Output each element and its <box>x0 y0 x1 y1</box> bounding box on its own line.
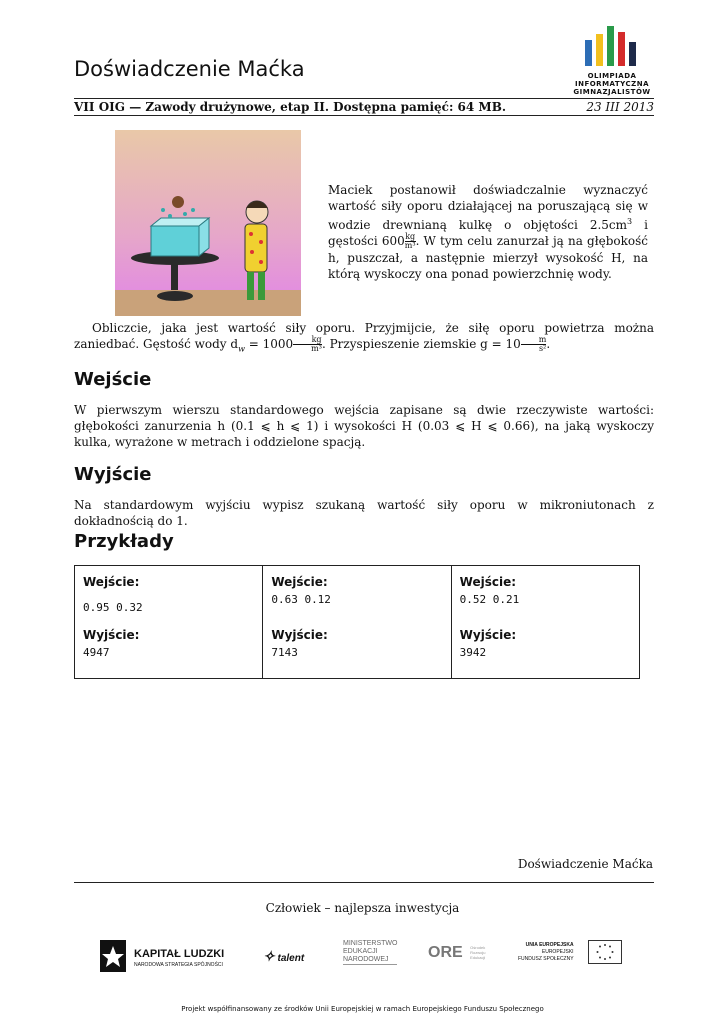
talent-logo: ✧ talent <box>263 948 305 964</box>
unit-fraction: $\frac{kg}{\text{m³}}$ <box>404 232 416 250</box>
intro-text: Maciek postanowił doświadczalnie wyznaczyć wartość siły oporu działającej na poruszającą się w wodzie drewnianą kulkę o objętości 2.5cm <box>328 183 648 232</box>
footer-slogan: Człowiek – najlepsza inwestycja <box>265 901 460 915</box>
page-title: Doświadczenie Maćka <box>74 57 305 81</box>
sponsor-logos: KAPITAŁ LUDZKI NARODOWA STRATEGIA SPÓJNOŚCI ✧ talent MINISTERSTWO EDUKACJI NARODOWEJ ORE Ośrodek Rozwoju Edukacji UNIA EUROPEJSKA EUROPEJSKI FUNDUSZ SPOŁECZNY <box>88 930 648 985</box>
contest-date: 23 III 2013 <box>586 100 654 114</box>
example-cell: Wejście: 0.52 0.21 Wyjście: 3942 <box>451 566 639 679</box>
logo-line: INFORMATYCZNA <box>574 80 649 88</box>
footer-rule <box>74 882 654 883</box>
illustration <box>115 130 301 316</box>
star-figure-icon <box>98 938 128 974</box>
example-output: 4947 <box>83 646 110 659</box>
example-input: 0.63 0.12 <box>271 593 331 606</box>
exponent: 3 <box>627 217 633 226</box>
intro-text: . W tym celu zanurzał ją na głębokość h, puszczał, a następnie mierzył wysokość H, na którą wyskoczy ona ponad powierzchnię wody. <box>328 234 648 281</box>
example-input: 0.95 0.32 <box>83 601 143 614</box>
ore-logo: ORE Ośrodek Rozwoju Edukacji <box>428 944 486 961</box>
example-input: 0.52 0.21 <box>459 593 520 606</box>
examples-heading: Przykłady <box>74 531 174 552</box>
logo-line: GIMNAZJALISTÓW <box>573 88 651 96</box>
eu-flag-icon <box>588 940 622 964</box>
output-heading: Wyjście <box>74 464 152 485</box>
example-output: 3942 <box>459 646 487 659</box>
eu-logo: UNIA EUROPEJSKA EUROPEJSKI FUNDUSZ SPOŁECZNY <box>518 942 574 962</box>
intro-text: i gęstości 600 <box>328 218 648 248</box>
logo-bars-icon <box>572 24 652 68</box>
logo-line: OLIMPIADA <box>587 72 637 80</box>
men-logo: MINISTERSTWO EDUKACJI NARODOWEJ <box>343 940 398 963</box>
funding-note: Projekt współfinansowany ze środków Unii Europejskiej w ramach Europejskiego Funduszu Społecznego <box>181 1005 544 1013</box>
talent-swirl-icon: ✧ <box>263 948 275 964</box>
input-heading: Wejście <box>74 369 152 390</box>
header-rule-bottom <box>74 115 654 116</box>
task-paragraph: Obliczcie, jaka jest wartość siły oporu. Przyjmijcie, że siłę oporu powietrza można zaniedbać. Gęstość wody $d_w = 1000$ $\frac{kg}{\text{m³}}$ . Przyspieszenie ziemskie g = 10 $\frac{m}{\text{s²}}$ . <box>74 321 654 354</box>
header-rule-top <box>74 98 654 99</box>
example-cell: Wejście: 0.63 0.12 Wyjście: 7143 <box>263 566 451 679</box>
example-cell: Wejście: 0.95 0.32 Wyjście: 4947 <box>75 566 263 679</box>
output-text: Na standardowym wyjściu wypisz szukaną wartość siły oporu w mikroniutonach z dokładnością do 1. <box>74 498 654 528</box>
contest-info: VII OIG — Zawody drużynowe, etap II. Dostępna pamięć: 64 MB. <box>74 100 507 114</box>
footer-task-name: Doświadczenie Maćka <box>517 857 653 871</box>
intro-paragraph <box>328 182 648 282</box>
olympiad-logo <box>572 24 652 96</box>
examples-table <box>74 565 640 679</box>
example-output: 7143 <box>271 646 298 659</box>
input-text: W pierwszym wierszu standardowego wejścia zapisane są dwie rzeczywiste wartości: głębokości zanurzenia h (0.1 ⩽ h ⩽ 1) i wysokości H (0.03 ⩽ H ⩽ 0.66), na jaką wyskoczy kulka, wyrażone w metrach i oddzielone spacją. <box>74 403 654 449</box>
